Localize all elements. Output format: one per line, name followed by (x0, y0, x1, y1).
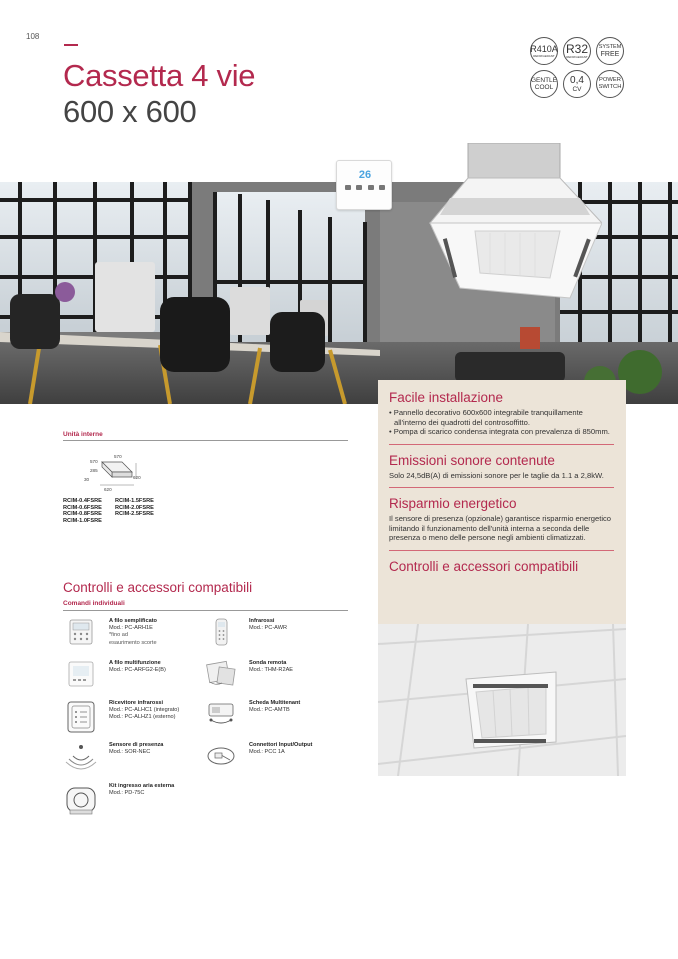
badge-04-sub: CV (572, 85, 582, 93)
accessory-text (109, 618, 219, 647)
accessory-model: Mod.: PC-ARFG2-E(B) (109, 667, 166, 674)
accessory-note: esaurimento scorte (109, 639, 157, 646)
model-item: RCIM-1.5FSRE (115, 498, 154, 504)
badge-system-free (596, 37, 624, 65)
badge-system-sub: FREE (600, 51, 620, 58)
remote-button-row (345, 185, 385, 190)
page-number: 108 (26, 32, 40, 41)
model-item: RCIM-2.5FSRE (115, 511, 154, 518)
feature-energy-body: Il sensore di presenza (opzionale) garantisce risparmio energetico limitando il funzionamento dell'unità interna a seconda delle presenza o meno delle persone negli ambienti climatizzati. (389, 514, 612, 542)
accessory-text (249, 618, 359, 632)
accessory-model: Mod.: SOR-NEC (109, 749, 151, 756)
unit-dimension-drawing (82, 450, 152, 499)
multitenant-board-icon (204, 700, 238, 728)
accessory-model: Mod.: PC-ALHZ1 (esterno) (109, 714, 176, 721)
page-title: Cassetta 4 vie (63, 58, 256, 93)
accessory-model: Mod.: PD-75C (109, 790, 145, 797)
accessory-text (109, 783, 219, 797)
wired-remote-icon (64, 618, 98, 646)
accessory-name: Kit ingresso aria esterna (109, 783, 175, 789)
model-item: RCIM-0.6FSRE (63, 504, 102, 511)
accessories-subheading: Comandi individuali (63, 600, 125, 607)
accessory-name: A filo semplificato (109, 618, 157, 624)
dim-label: 285 (90, 468, 98, 473)
dim-label: 570 (114, 454, 122, 459)
badge-r32-sub: REFRIGERANT (566, 55, 588, 59)
units-section-label: Unità interne (63, 431, 103, 438)
accessories-rule (63, 610, 348, 611)
badge-04-label: 0,4 (570, 74, 584, 86)
feature-title-energy: Risparmio energetico (389, 496, 517, 511)
cassette-unit-image (420, 143, 602, 308)
accessory-name: Sonda remota (249, 660, 287, 666)
accessory-name: Scheda Multitenant (249, 700, 301, 706)
feature-title-accessories: Controlli e accessori compatibili (389, 558, 579, 574)
wall-remote-panel (336, 160, 392, 210)
badge-r32 (563, 37, 591, 65)
model-item: RCIM-2.0FSRE (115, 504, 154, 511)
accessory-model: Mod.: PC-ALHC1 (integrato) (109, 707, 180, 714)
badge-gentle-sub: COOL (534, 84, 554, 91)
badge-gentle-cool (530, 70, 558, 98)
accessory-model: Mod.: THM-R2AE (249, 667, 294, 674)
features-panel (378, 380, 626, 624)
accessory-name: Ricevitore infrarossi (109, 700, 164, 706)
multifunction-remote-icon (64, 660, 98, 688)
feature-divider (389, 487, 614, 488)
accessory-text (109, 660, 219, 674)
ir-receiver-icon (64, 700, 98, 734)
badge-r410a (530, 37, 558, 65)
accessory-text (249, 700, 359, 714)
remote-sensor-icon (204, 660, 238, 688)
model-item: RCIM-1.0FSRE (63, 517, 102, 524)
badge-power-switch (596, 70, 624, 98)
feature-bullet: • Pompa di scarico condensa integrata con prevalenza di 850mm. (389, 427, 610, 436)
badge-04cv (563, 70, 591, 98)
feature-divider (389, 550, 614, 551)
feature-title-noise: Emissioni sonore contenute (389, 452, 555, 468)
accessory-model: Mod.: PC-ARH1E (109, 625, 153, 632)
accessory-text (249, 660, 359, 674)
accessory-name: Connettori Input/Output (249, 742, 313, 748)
units-section-rule (63, 440, 348, 441)
accessory-name: A filo multifunzione (109, 660, 161, 666)
badge-system-label: SYSTEM (598, 44, 622, 50)
accessory-model: Mod.: PCC 1A (249, 749, 285, 756)
feature-noise-body: Solo 24,5dB(A) di emissioni sonore per le taglie da 1.1 a 2,8kW. (389, 470, 604, 480)
badge-r32-label: R32 (565, 42, 588, 56)
dim-label: 570 (90, 459, 98, 464)
dim-label: 620 (104, 487, 112, 492)
feature-divider (389, 444, 614, 445)
ir-remote-icon (204, 618, 238, 646)
model-item: RCIM-0.8FSRE (63, 511, 102, 518)
badge-power-sub: SWITCH (598, 84, 622, 90)
feature-bullet: • Pannello decorativo 600x600 integrabile tranquillamente all'interno dei quadrotti del controsoffitto. (389, 408, 583, 427)
remote-temperature: 26 (358, 169, 372, 181)
accessory-model: Mod.: PC-AMTB (249, 707, 290, 714)
badge-gentle-label: GENTLE (531, 77, 558, 84)
feature-installation-list (389, 408, 614, 437)
page-subtitle: 600 x 600 (63, 94, 197, 129)
dim-label: 620 (133, 475, 141, 480)
ceiling-installation-photo (378, 624, 626, 776)
title-accent-dash (64, 44, 78, 46)
accessories-heading: Controlli e accessori compatibili (63, 580, 253, 595)
fresh-air-kit-icon (64, 783, 98, 817)
model-item: RCIM-0.4FSRE (63, 498, 102, 504)
accessory-name: Sensore di presenza (109, 742, 164, 748)
accessory-model: Mod.: PC-AWR (249, 625, 288, 632)
badge-r410a-label: R410A (530, 43, 558, 54)
accessory-name: Infrarossi (249, 618, 275, 624)
accessory-text (109, 700, 219, 722)
model-list-col2 (115, 498, 154, 518)
badge-r410a-sub: REFRIGERANT (533, 53, 555, 58)
feature-title-installation: Facile installazione (389, 390, 504, 405)
accessory-note: *fino ad (109, 632, 128, 639)
presence-sensor-icon (64, 742, 98, 770)
badge-power-label: POWER (599, 77, 621, 83)
accessory-text (109, 742, 219, 756)
accessory-text (249, 742, 359, 756)
model-list-col1 (63, 498, 102, 524)
io-connector-icon (204, 742, 238, 770)
dim-label: 30 (84, 477, 90, 482)
